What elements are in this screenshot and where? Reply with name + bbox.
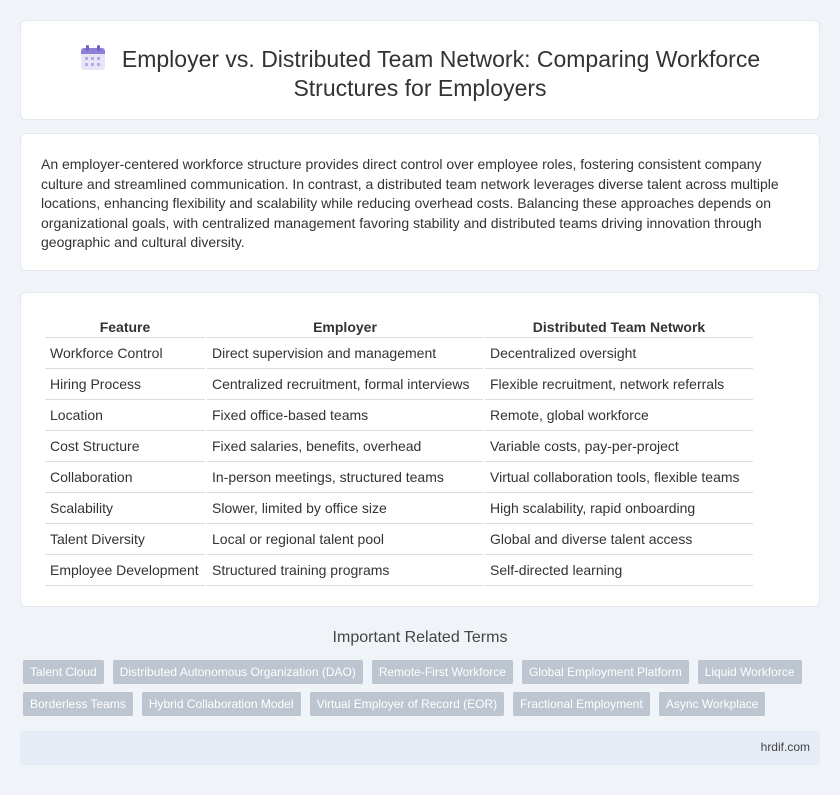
cell-distributed: High scalability, rapid onboarding xyxy=(485,493,753,524)
related-terms-heading: Important Related Terms xyxy=(332,629,508,646)
table-row xyxy=(45,462,753,493)
cell-employer: Fixed office-based teams xyxy=(207,400,483,431)
table-row xyxy=(45,400,753,431)
cell-feature: Cost Structure xyxy=(45,431,205,462)
cell-employer: In-person meetings, structured teams xyxy=(207,462,483,493)
cell-distributed: Self-directed learning xyxy=(485,555,753,586)
comparison-table xyxy=(43,317,755,586)
footer xyxy=(20,731,820,765)
table-header-row xyxy=(45,317,753,338)
cell-feature: Hiring Process xyxy=(45,369,205,400)
cell-employer: Local or regional talent pool xyxy=(207,524,483,555)
header-distributed: Distributed Team Network xyxy=(485,317,753,338)
term-tag[interactable]: Remote-First Workforce xyxy=(372,660,513,684)
term-tag[interactable]: Hybrid Collaboration Model xyxy=(142,692,301,716)
cell-employer: Direct supervision and management xyxy=(207,338,483,369)
cell-employer: Slower, limited by office size xyxy=(207,493,483,524)
footer-site-link[interactable]: hrdif.com xyxy=(760,740,810,754)
term-tag[interactable]: Fractional Employment xyxy=(513,692,650,716)
term-tag[interactable]: Global Employment Platform xyxy=(522,660,689,684)
cell-distributed: Decentralized oversight xyxy=(485,338,753,369)
table-row xyxy=(45,493,753,524)
term-tag[interactable]: Async Workplace xyxy=(659,692,765,716)
related-terms-list xyxy=(23,660,823,716)
term-tag[interactable]: Liquid Workforce xyxy=(698,660,802,684)
cell-feature: Talent Diversity xyxy=(45,524,205,555)
cell-feature: Collaboration xyxy=(45,462,205,493)
table-row xyxy=(45,524,753,555)
term-tag[interactable]: Borderless Teams xyxy=(23,692,133,716)
comparison-table-card xyxy=(20,292,820,607)
term-tag[interactable]: Virtual Employer of Record (EOR) xyxy=(310,692,505,716)
table-row xyxy=(45,431,753,462)
cell-employer: Fixed salaries, benefits, overhead xyxy=(207,431,483,462)
table-row xyxy=(45,369,753,400)
table-row xyxy=(45,338,753,369)
cell-feature: Scalability xyxy=(45,493,205,524)
cell-distributed: Variable costs, pay-per-project xyxy=(485,431,753,462)
cell-feature: Location xyxy=(45,400,205,431)
cell-distributed: Global and diverse talent access xyxy=(485,524,753,555)
term-tag[interactable]: Distributed Autonomous Organization (DAO) xyxy=(113,660,363,684)
term-tag[interactable]: Talent Cloud xyxy=(23,660,104,684)
header-employer: Employer xyxy=(207,317,483,338)
calendar-icon xyxy=(80,45,106,71)
page-title xyxy=(61,45,779,103)
header-feature: Feature xyxy=(45,317,205,338)
cell-feature: Workforce Control xyxy=(45,338,205,369)
cell-employer: Centralized recruitment, formal interviews xyxy=(207,369,483,400)
summary-text: An employer-centered workforce structure provides direct control over employee roles, fostering consistent company culture and streamlined communication. In contrast, a distributed team network leverages diverse talent across multiple locations, enhancing flexibility and scalability while reducing overhead costs. Balancing these approaches depends on organizational goals, with centralized management favoring stability and distributed teams driving innovation through geographic and cultural diversity. xyxy=(41,156,779,251)
table-row xyxy=(45,555,753,586)
cell-distributed: Virtual collaboration tools, flexible teams xyxy=(485,462,753,493)
page-title-text: Employer vs. Distributed Team Network: Comparing Workforce Structures for Employers xyxy=(121,46,761,101)
title-card xyxy=(20,20,820,120)
cell-feature: Employee Development xyxy=(45,555,205,586)
cell-distributed: Flexible recruitment, network referrals xyxy=(485,369,753,400)
summary-card xyxy=(20,133,820,271)
cell-employer: Structured training programs xyxy=(207,555,483,586)
cell-distributed: Remote, global workforce xyxy=(485,400,753,431)
